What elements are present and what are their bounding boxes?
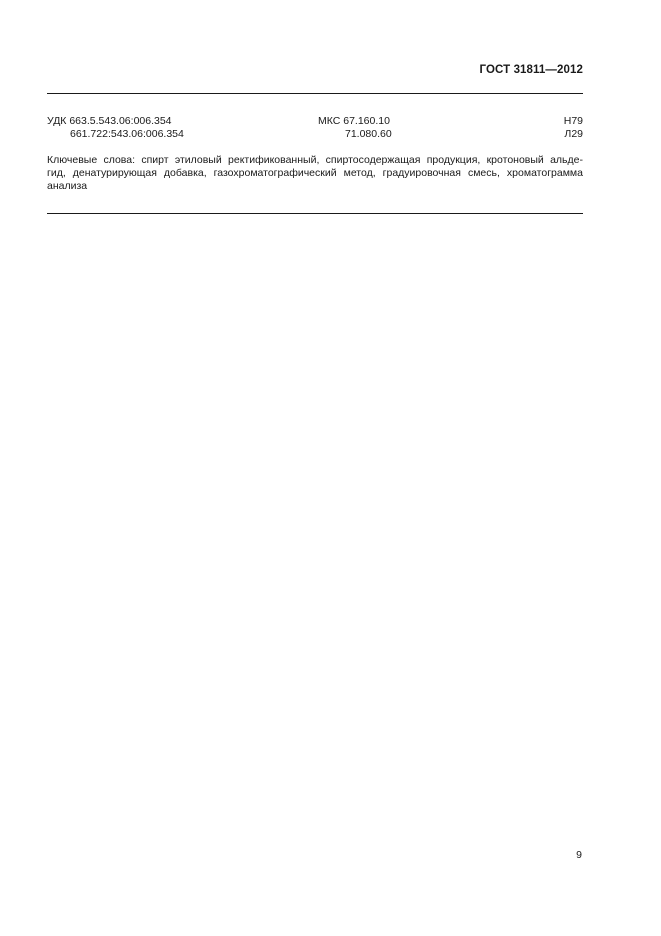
- keywords-block: [47, 154, 583, 193]
- top-divider: [47, 93, 583, 94]
- page-number: 9: [576, 849, 582, 861]
- group-code-secondary: Л29: [564, 128, 583, 140]
- mks-code-secondary: 71.080.60: [345, 128, 392, 140]
- mks-code-primary: МКС 67.160.10: [318, 115, 390, 127]
- keywords-line: анализа: [47, 180, 88, 192]
- bottom-divider: [47, 213, 583, 214]
- udk-code-primary: УДК 663.5.543.06:006.354: [47, 115, 172, 127]
- standard-designation: ГОСТ 31811—2012: [479, 64, 583, 76]
- keywords-line: Ключевые слова: спирт этиловый ректификованный, спиртосодержащая продукция, кротоновый альде-: [47, 154, 583, 166]
- keywords-line: гид, денатурирующая добавка, газохроматографический метод, градуировочная смесь, хроматограмма: [47, 167, 583, 179]
- udk-code-secondary: 661.722:543.06:006.354: [70, 128, 184, 140]
- group-code-primary: Н79: [563, 115, 583, 127]
